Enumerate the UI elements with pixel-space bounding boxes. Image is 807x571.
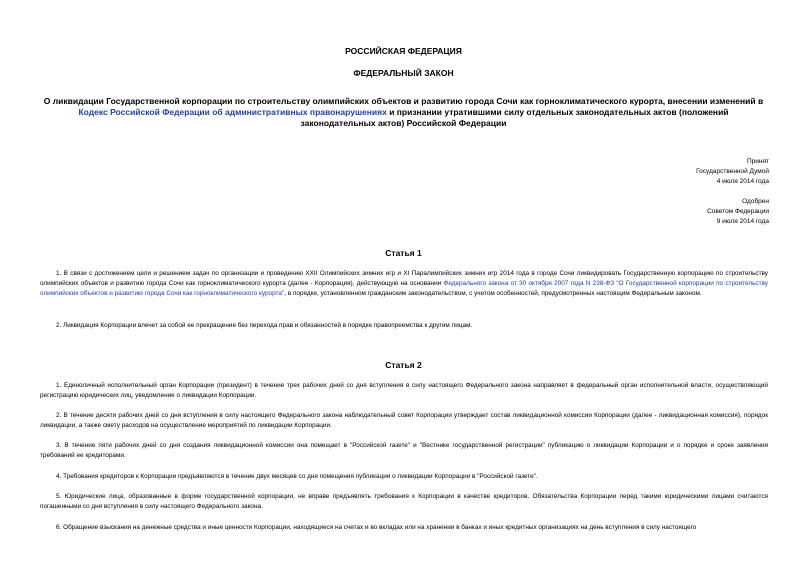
article-1-heading: Статья 1 (385, 248, 422, 258)
approved-by: Советом Федерации (707, 208, 769, 215)
federal-law-link[interactable]: Федерального закона от 30 октября 2007 года N 238-ФЗ "О Государственной корпорации по строительству олимпийских объектов и развитию города Сочи как горноклиматического курорта" (40, 280, 768, 297)
article-1-p1-text-2: , в порядке, установленном гражданским законодательством, с учетом особенностей, предусмотренных настоящим Федеральным законом. (284, 290, 702, 297)
approved-date: 9 июля 2014 года (716, 218, 769, 225)
approval-block (707, 197, 769, 227)
article-2-paragraph-5: 5. Юридические лица, образованные в форме государственной корпорации, не вправе предъявлять требования к Корпорации в качестве кредиторов. Обязательства Корпорации перед такими юридическими лицами считаются погашенными со дня вступления в силу настоящего Федерального закона. (40, 493, 768, 510)
law-title-text-2: и признании утратившими силу отдельных законодательных актов (положений законодательных актов) Российской Федерации (300, 107, 729, 128)
law-title-text-1: О ликвидации Государственной корпорации по строительству олимпийских объектов и развитию города Сочи как горноклиматического курорта, внесении изменений в (43, 96, 764, 106)
article-2-paragraph-6: 6. Обращение взыскания на денежные средства и иные ценности Корпорации, находящиеся на счетах и во вкладах или на хранении в банках и иных кредитных организациях на день вступления в силу настоящего (56, 524, 697, 531)
article-2-paragraph-3: 3. В течение пяти рабочих дней со дня создания ликвидационной комиссии она помещает в "Российской газете" и "Вестнике государственной регистрации" публикацию о ликвидации Корпорации и о порядке и сроке заявления требований ее кредиторами. (40, 442, 768, 459)
article-2-paragraph-4: 4. Требования кредиторов к Корпорации предъявляются в течение двух месяцев со дня помещения публикации о ликвидации Корпорации в "Российской газете". (56, 473, 538, 480)
accepted-label: Принят (746, 158, 769, 165)
article-2-paragraph-1: 1. Единоличный исполнительный орган Корпорации (президент) в течение трех рабочих дней со дня вступления в силу настоящего Федерального закона направляет в федеральный орган исполнительной власти, осуществляющий регистрацию юридических лиц, уведомление о ликвидации Корпорации. (40, 382, 768, 399)
country-heading: РОССИЙСКАЯ ФЕДЕРАЦИЯ (345, 46, 462, 56)
article-2-heading: Статья 2 (385, 360, 422, 370)
article-1-p1-text-1: 1. В связи с достижением цели и решением задач по организации и проведению XXII Олимпийских зимних игр и XI Паралимпийских зимних игр 2014 года в городе Сочи ликвидировать Государственную корпорацию по строительству олимпийских объектов и развитию города Сочи как горноклиматического курорта (далее - Корпорация), действующую на основании (40, 270, 768, 287)
adoption-block (696, 157, 769, 187)
approved-label: Одобрен (742, 198, 769, 205)
code-link[interactable]: Кодекс Российской Федерации об административных правонарушениях (78, 107, 387, 117)
law-type-heading: ФЕДЕРАЛЬНЫЙ ЗАКОН (353, 68, 454, 78)
article-1-paragraph-2: 2. Ликвидация Корпорации влечет за собой ее прекращение без перехода прав и обязанностей в порядке правопреемства к другим лицам. (56, 322, 473, 329)
article-1-paragraph-1 (40, 269, 768, 299)
accepted-date: 4 июля 2014 года (716, 178, 769, 185)
accepted-by: Государственной Думой (696, 168, 769, 175)
article-2-paragraph-2: 2. В течение десяти рабочих дней со дня вступления в силу настоящего Федерального закона наблюдательный совет Корпорации утверждает состав ликвидационной комиссии Корпорации (далее - ликвидационная комиссия), порядок ликвидации, а также смету расходов на осуществление мероприятий по ликвидации Корпорации. (40, 412, 768, 429)
law-title (40, 96, 767, 129)
